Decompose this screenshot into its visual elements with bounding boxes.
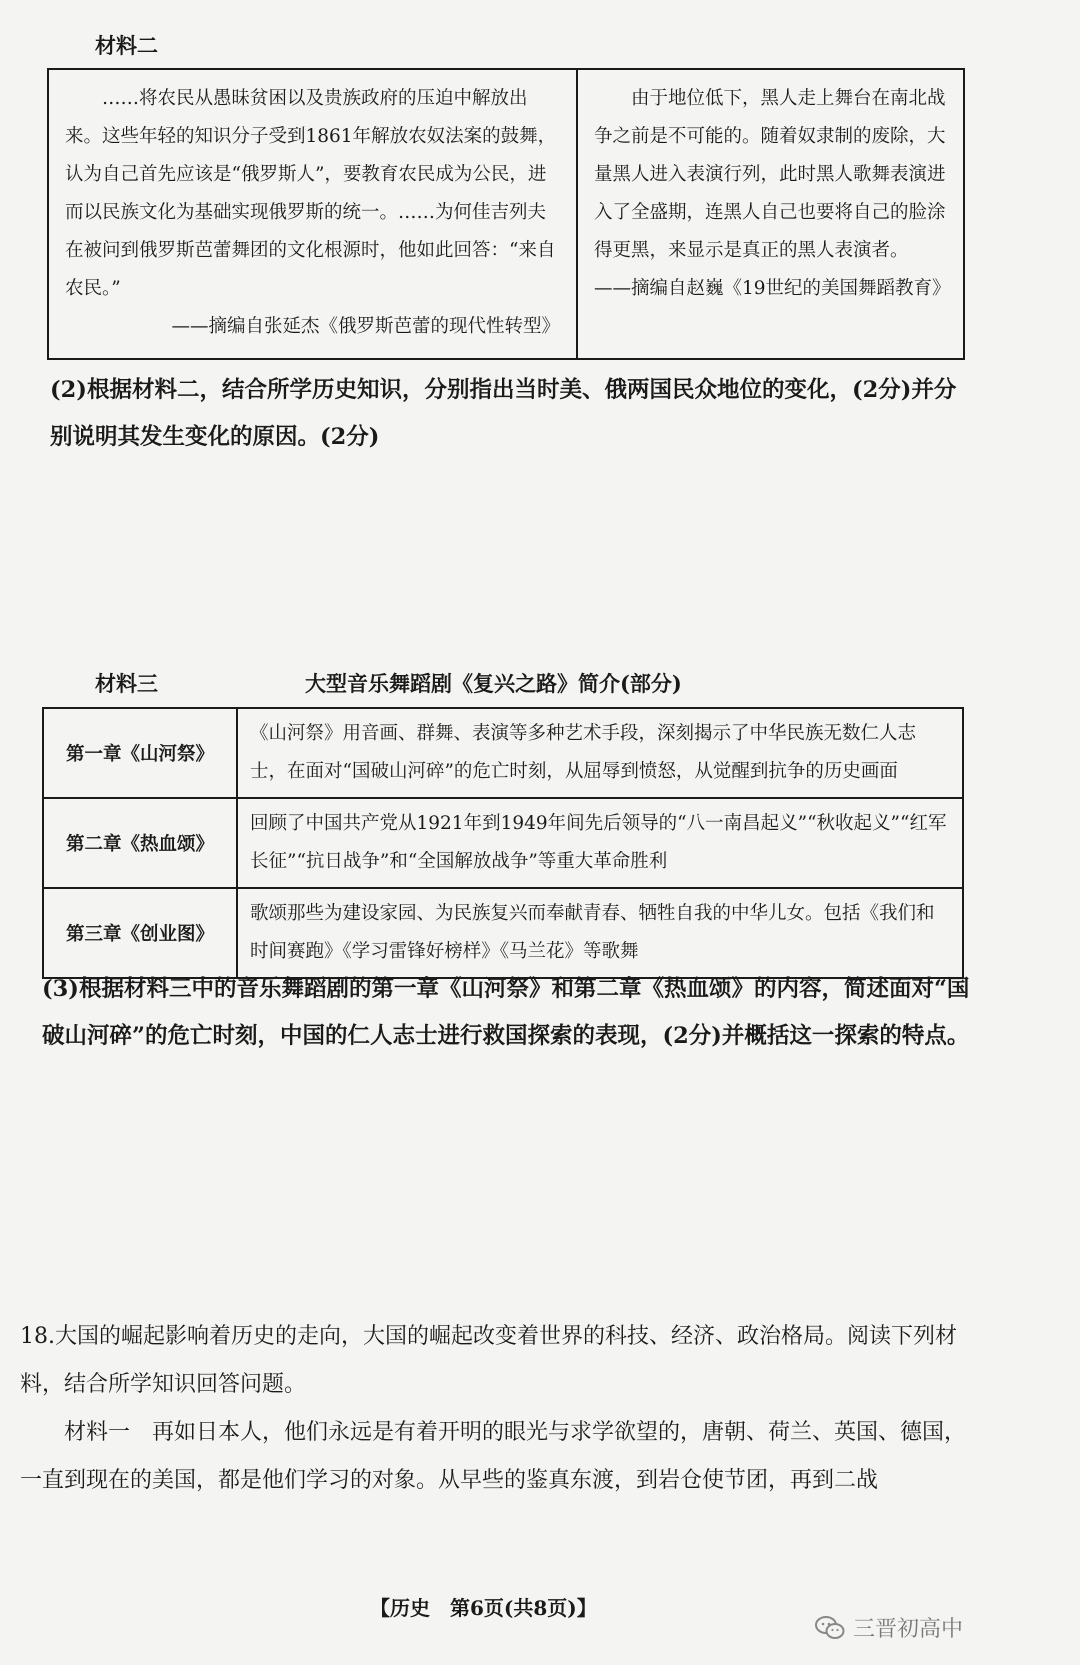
chapter-cell: 第三章《创业图》 [43, 888, 237, 978]
question-3: (3)根据材料三中的音乐舞蹈剧的第一章《山河祭》和第二章《热血颂》的内容，简述面对“国破山河碎”的危亡时刻，中国的仁人志士进行救国探索的表现，(2分)并概括这一探索的特点。 [42, 976, 970, 1049]
material2-table [47, 68, 965, 360]
content-cell: 《山河祭》用音画、群舞、表演等多种艺术手段，深刻揭示了中华民族无数仁人志士，在面对“国破山河碎”的危亡时刻，从屈辱到愤怒，从觉醒到抗争的历史画面 [237, 708, 963, 798]
content-cell: 歌颂那些为建设家园、为民族复兴而奉献青春、牺牲自我的中华儿女。包括《我们和时间赛跑》《学习雷锋好榜样》《马兰花》等歌舞 [237, 888, 963, 978]
question-18-material1: 材料一 再如日本人，他们永远是有着开明的眼光与求学欲望的，唐朝、荷兰、英国、德国，一直到现在的美国，都是他们学习的对象。从早些的鉴真东渡，到岩仓使节团，再到二战 [20, 1420, 967, 1493]
material2-left-cell [48, 69, 577, 359]
material2-right-text: 由于地位低下，黑人走上舞台在南北战争之前是不可能的。随着奴隶制的废除，大量黑人进入表演行列，此时黑人歌舞表演进入了全盛期，连黑人自己也要将自己的脸涂得更黑，来显示是真正的黑人表演者。 [594, 88, 946, 261]
material3-table [42, 707, 964, 979]
chapter-cell: 第二章《热血颂》 [43, 798, 237, 888]
question-2: (2)根据材料二，结合所学历史知识，分别指出当时美、俄两国民众地位的变化，(2分)并分别说明其发生变化的原因。(2分) [50, 377, 957, 450]
table-row [43, 888, 963, 978]
watermark-text: 三晋初高中 [853, 1617, 964, 1642]
material3-title: 大型音乐舞蹈剧《复兴之路》简介(部分) [305, 671, 682, 696]
table-row [43, 708, 963, 798]
material2-label: 材料二 [95, 33, 158, 58]
table-row [43, 798, 963, 888]
question-18-stem: 18.大国的崛起影响着历史的走向，大国的崛起改变着世界的科技、经济、政治格局。阅读下列材料，结合所学知识回答问题。 [20, 1324, 957, 1397]
watermark [815, 1612, 963, 1643]
material2-right-cell [577, 69, 964, 359]
page-footer: 【历史 第6页(共8页)】 [370, 1596, 597, 1620]
material3-label: 材料三 [95, 671, 158, 696]
chapter-cell: 第一章《山河祭》 [43, 708, 237, 798]
content-cell: 回顾了中国共产党从1921年到1949年间先后领导的“八一南昌起义”“秋收起义”“红军长征”“抗日战争”和“全国解放战争”等重大革命胜利 [237, 798, 963, 888]
material2-left-source: ——摘编自张延杰《俄罗斯芭蕾的现代性转型》 [171, 316, 560, 337]
material2-right-source: ——摘编自赵巍《19世纪的美国舞蹈教育》 [594, 278, 951, 299]
material2-left-text: ……将农民从愚昧贫困以及贵族政府的压迫中解放出来。这些年轻的知识分子受到1861年解放农奴法案的鼓舞，认为自己首先应该是“俄罗斯人”，要教育农民成为公民，进而以民族文化为基础实现俄罗斯的统一。……为何佳吉列夫在被问到俄罗斯芭蕾舞团的文化根源时，他如此回答：“来自农民。” [65, 88, 557, 299]
wechat-icon [815, 1615, 845, 1641]
